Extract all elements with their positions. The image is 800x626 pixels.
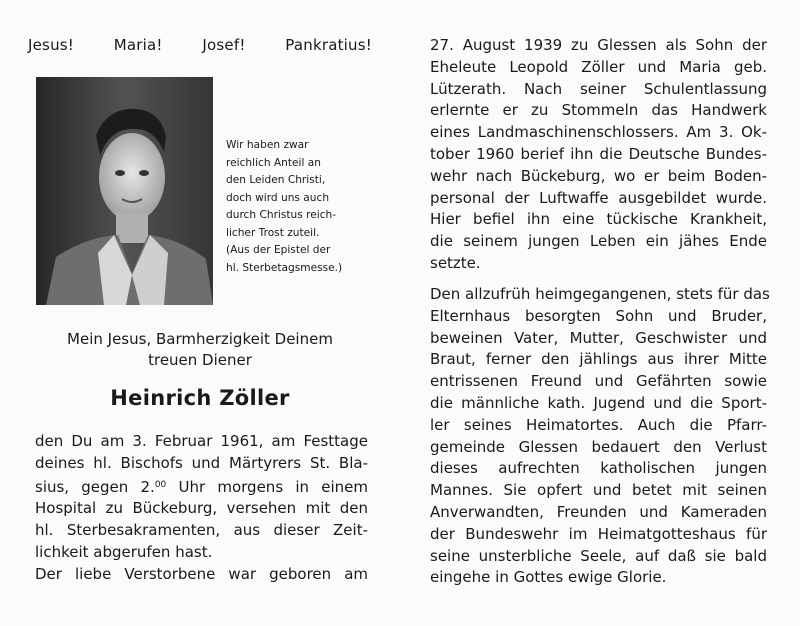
invocation-name: Josef! (202, 36, 246, 54)
text-line: wehr nach Bückeburg, wo er beim Boden- (430, 166, 767, 185)
text-line: den Du am 3. Februar 1961, am Festtage (35, 432, 368, 450)
deceased-name: Heinrich Zöller (110, 386, 290, 410)
text-line: Braut, ferner den jählings aus ihrer Mitte (430, 350, 767, 369)
biography-paragraph (430, 35, 767, 275)
text-line: Hospital zu Bückeburg, versehen mit den (35, 499, 368, 518)
epistle-line: reichlich Anteil an (226, 156, 322, 169)
epistle-line: licher Trost zuteil. (226, 226, 320, 239)
epistle-line: doch wird uns auch (226, 191, 330, 204)
invocation-name: Pankratius! (285, 36, 372, 54)
text-line: entrissenen Freund und Gefährten sowie (430, 372, 767, 391)
text-line: tober 1960 berief ihn die Deutsche Bundes- (430, 144, 767, 163)
mourning-paragraph (430, 284, 770, 589)
text-line: die männliche kath. Jugend und die Sport- (430, 393, 767, 412)
text-line: dieses aufrechten katholischen jungen (430, 459, 767, 478)
invocation-names (28, 36, 372, 54)
epistle-line: Wir haben zwar (226, 139, 309, 151)
text-line: gemeinde Glessen bedauert den Verlust (430, 437, 767, 456)
text-line: Lützerath. Nach seiner Schulentlassung (430, 79, 767, 98)
text-line: Anverwandten, Freunden und Kameraden (430, 502, 767, 521)
text-line (35, 475, 368, 499)
invocation-name: Jesus! (28, 36, 75, 54)
text-line: seine unsterbliche Seele, auf daß sie bald (430, 546, 767, 565)
time-prefix: sius, gegen 2. (35, 477, 155, 496)
invocation-name: Maria! (113, 36, 163, 54)
text-line: 27. August 1939 zu Glessen als Sohn der (430, 36, 767, 54)
text-line: Mannes. Sie opfert und betet mit seinen (430, 481, 767, 500)
text-line: eines Landmaschinenschlossers. Am 3. Ok- (430, 123, 767, 142)
text-line: Den allzufrüh heimgegangenen, stets für das (430, 285, 770, 303)
text-line: setzte. (430, 253, 481, 272)
epistle-source: hl. Sterbetagsmesse.) (226, 261, 343, 274)
text-line: eingehe in Gottes ewige Glorie. (430, 568, 667, 587)
time-superscript: 00 (154, 479, 167, 490)
epistle-line: den Leiden Christi, (226, 174, 326, 186)
prayer-line: Mein Jesus, Barmherzigkeit Deinem (67, 330, 333, 348)
left-paragraph (35, 431, 368, 586)
epistle-source: (Aus der Epistel der (226, 244, 331, 256)
portrait-photo (36, 77, 213, 305)
text-line: Hier befiel ihn eine tückische Krankheit, (430, 210, 767, 229)
text-line: lichkeit abgerufen hast. (35, 542, 213, 561)
text-line: deines hl. Bischofs und Märtyrers St. Bla- (35, 453, 368, 472)
prayer-line: treuen Diener (148, 351, 252, 369)
text-line: Der liebe Verstorbene war geboren am (35, 564, 368, 583)
text-line: der Bundeswehr im Heimatgotteshaus für (430, 524, 767, 543)
text-line: erlernte er zu Stommeln das Handwerk (430, 101, 767, 120)
time-suffix: Uhr morgens in einem (178, 477, 368, 496)
text-line: Elternhaus besorgten Sohn und Bruder, (430, 306, 767, 325)
epistle-quote (226, 137, 369, 277)
text-line: Eheleute Leopold Zöller und Maria geb. (430, 57, 767, 76)
text-line: beweinen Vater, Mutter, Geschwister und (430, 328, 767, 347)
text-line: personal der Luftwaffe ausgebildet wurde. (430, 188, 767, 207)
text-line: die seinem jungen Leben ein jähes Ende (430, 232, 767, 251)
prayer-text (30, 329, 370, 371)
epistle-line: durch Christus reich- (226, 209, 337, 221)
text-line: ler seines Heimatortes. Auch die Pfarr- (430, 415, 767, 434)
text-line: hl. Sterbesakramenten, aus dieser Zeit- (35, 521, 368, 540)
